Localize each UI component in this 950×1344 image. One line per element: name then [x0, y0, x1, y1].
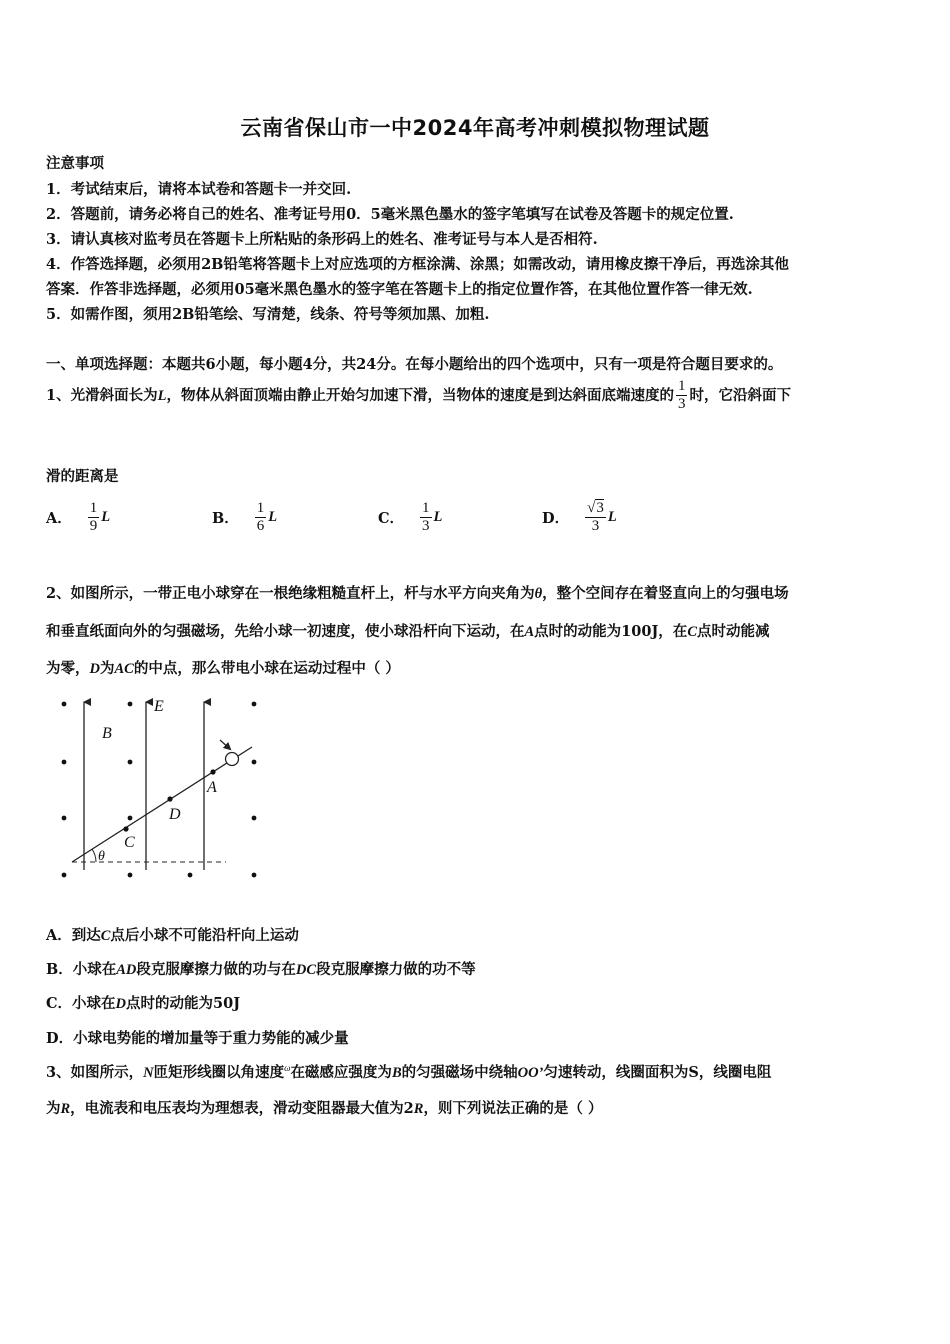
- q1-option-a[interactable]: [46, 500, 110, 536]
- q2-option-c[interactable]: [46, 992, 240, 1013]
- option-fraction: [420, 500, 432, 536]
- q2-text: 点时的动能为100J，在: [534, 623, 688, 640]
- var-OO: OO’: [517, 1065, 544, 1081]
- q2-text: ，整个空间存在着竖直向上的匀强电场: [542, 585, 789, 602]
- q1-text-cont: 滑的距离是: [46, 468, 119, 485]
- option-text: 段克服摩擦力做的功不等: [316, 961, 476, 978]
- var-A: A: [524, 624, 535, 640]
- q1-text: 1、光滑斜面长为: [46, 386, 158, 404]
- q3-text: ，电流表和电压表均为理想表，滑动变阻器最大值为2: [70, 1100, 414, 1117]
- q2-option-a[interactable]: [46, 924, 299, 945]
- label-E: E: [154, 698, 164, 715]
- option-text: 点后小球不可能沿杆向上运动: [110, 927, 299, 944]
- q3-text: 的匀强磁场中绕轴: [401, 1064, 518, 1081]
- notice-item: 1．考试结束后，请将本试卷和答题卡一并交回.: [46, 181, 352, 198]
- label-A: A: [207, 779, 217, 796]
- var-R: R: [60, 1101, 71, 1117]
- frac-num: 1: [677, 378, 686, 394]
- var-D: D: [89, 661, 100, 677]
- q2-text: 2、如图所示，一带正电小球穿在一根绝缘粗糙直杆上，杆与水平方向夹角为: [46, 585, 535, 602]
- option-text: C．小球在: [46, 995, 116, 1012]
- option-label: D．: [542, 510, 570, 528]
- q3-text: 匝矩形线圈以角速度: [153, 1064, 285, 1081]
- q2-text: 点时动能减: [696, 623, 770, 640]
- option-fraction: [585, 500, 606, 536]
- var-theta: θ: [534, 586, 543, 602]
- question-2-stem-line2: [46, 620, 769, 641]
- frac-den: 9: [89, 518, 98, 535]
- var-L: L: [433, 509, 443, 526]
- option-label: A．: [46, 510, 72, 528]
- var-AC: AC: [114, 661, 134, 677]
- option-label: C．: [378, 510, 405, 528]
- sqrt-value: 3: [596, 500, 604, 516]
- question-2-stem: [46, 582, 789, 603]
- section-heading: 一、单项选择题：本题共6小题，每小题4分，共24分。在每小题给出的四个选项中，只有一项是符合题目要求的。: [46, 356, 783, 373]
- frac-num: 1: [89, 500, 98, 516]
- question-1-stem: [46, 378, 791, 414]
- notice-item: 答案．作答非选择题，必须用05毫米黑色墨水的签字笔在答题卡上的指定位置作答，在其他位置作答一律无效.: [46, 281, 753, 298]
- frac-den: 3: [422, 518, 430, 535]
- var-L: L: [101, 509, 111, 526]
- q1-option-c[interactable]: [378, 500, 442, 536]
- label-B: B: [102, 725, 112, 742]
- var-N: N: [143, 1065, 154, 1081]
- option-text: 段克服摩擦力做的功与在: [136, 961, 296, 978]
- q3-text: ，则下列说法正确的是（ ）: [423, 1100, 603, 1117]
- velocity-arrow: [220, 740, 230, 749]
- option-text: 点时的动能为50J: [126, 995, 241, 1012]
- var-L: L: [268, 509, 278, 526]
- label-theta: θ: [98, 849, 105, 864]
- q1-text: 时，它沿斜面下: [689, 386, 791, 404]
- label-D: D: [169, 806, 181, 823]
- q3-text: 匀速转动，线圈面积为S，线圈电阻: [543, 1064, 772, 1081]
- angle-arc: [92, 849, 96, 862]
- notice-item: 3．请认真核对监考员在答题卡上所粘贴的条形码上的姓名、准考证号与本人是否相符.: [46, 231, 598, 248]
- var-C: C: [100, 928, 111, 944]
- notice-item: 5．如需作图，须用2B铅笔绘、写清楚，线条、符号等须加黑、加粗.: [46, 306, 490, 323]
- fraction-one-third: [676, 378, 688, 414]
- var-AD: AD: [116, 962, 137, 978]
- notice-heading: 注意事项: [46, 155, 104, 172]
- frac-num-sqrt: √3: [587, 500, 604, 516]
- var-omega: ω: [284, 1063, 291, 1074]
- q2-option-b[interactable]: [46, 958, 476, 979]
- q2-text: 的中点，那么带电小球在运动过程中（ ）: [133, 660, 400, 677]
- var-L: L: [157, 387, 167, 404]
- q1-text: ，物体从斜面顶端由静止开始匀加速下滑，当物体的速度是到达斜面底端速度的: [166, 386, 674, 404]
- option-fraction: [255, 500, 267, 536]
- label-C: C: [124, 834, 135, 851]
- var-DC: DC: [295, 962, 317, 978]
- q1-option-b[interactable]: [212, 500, 277, 536]
- q3-text: 为: [46, 1100, 61, 1117]
- physics-figure: [50, 692, 270, 882]
- var-C: C: [687, 624, 697, 640]
- question-3-stem: [46, 1061, 771, 1082]
- q2-text: 和垂直纸面向外的匀强磁场，先给小球一初速度，使小球沿杆向下运动，在: [46, 623, 525, 640]
- var-L: L: [607, 509, 617, 526]
- q3-text: 在磁感应强度为: [290, 1064, 392, 1081]
- rod-line: [72, 747, 252, 862]
- option-label: B．: [212, 510, 239, 528]
- charged-ball: [226, 753, 239, 766]
- var-D: D: [115, 996, 127, 1012]
- frac-num: 1: [256, 500, 265, 516]
- question-3-stem-line2: [46, 1097, 603, 1118]
- notice-item: 2．答题前，请务必将自己的姓名、准考证号用0．5毫米黑色墨水的签字笔填写在试卷及答题卡的规定位置.: [46, 206, 734, 223]
- frac-den: 6: [256, 518, 265, 535]
- q2-text: 为: [99, 660, 115, 677]
- option-fraction: [88, 500, 100, 536]
- q1-option-d[interactable]: [542, 500, 617, 536]
- option-text: B．小球在: [46, 961, 117, 978]
- notice-item: 4．作答选择题，必须用2B铅笔将答题卡上对应选项的方框涂满、涂黑；如需改动，请用橡皮擦干净后，再选涂其他: [46, 256, 789, 273]
- q2-option-d[interactable]: D．小球电势能的增加量等于重力势能的减少量: [46, 1030, 349, 1047]
- option-text: A．到达: [46, 927, 101, 944]
- magnetic-field-dots: [62, 702, 257, 878]
- page-title: 云南省保山市一中2024年高考冲刺模拟物理试题: [240, 116, 710, 140]
- frac-den: 3: [677, 396, 686, 413]
- question-2-stem-line3: [46, 657, 400, 678]
- frac-den: 3: [585, 517, 606, 535]
- var-R: R: [413, 1101, 424, 1117]
- q2-text: 为零，: [46, 660, 90, 677]
- q3-text: 3、如图所示，: [46, 1064, 144, 1081]
- frac-num: 1: [422, 500, 430, 516]
- var-B: B: [391, 1065, 402, 1081]
